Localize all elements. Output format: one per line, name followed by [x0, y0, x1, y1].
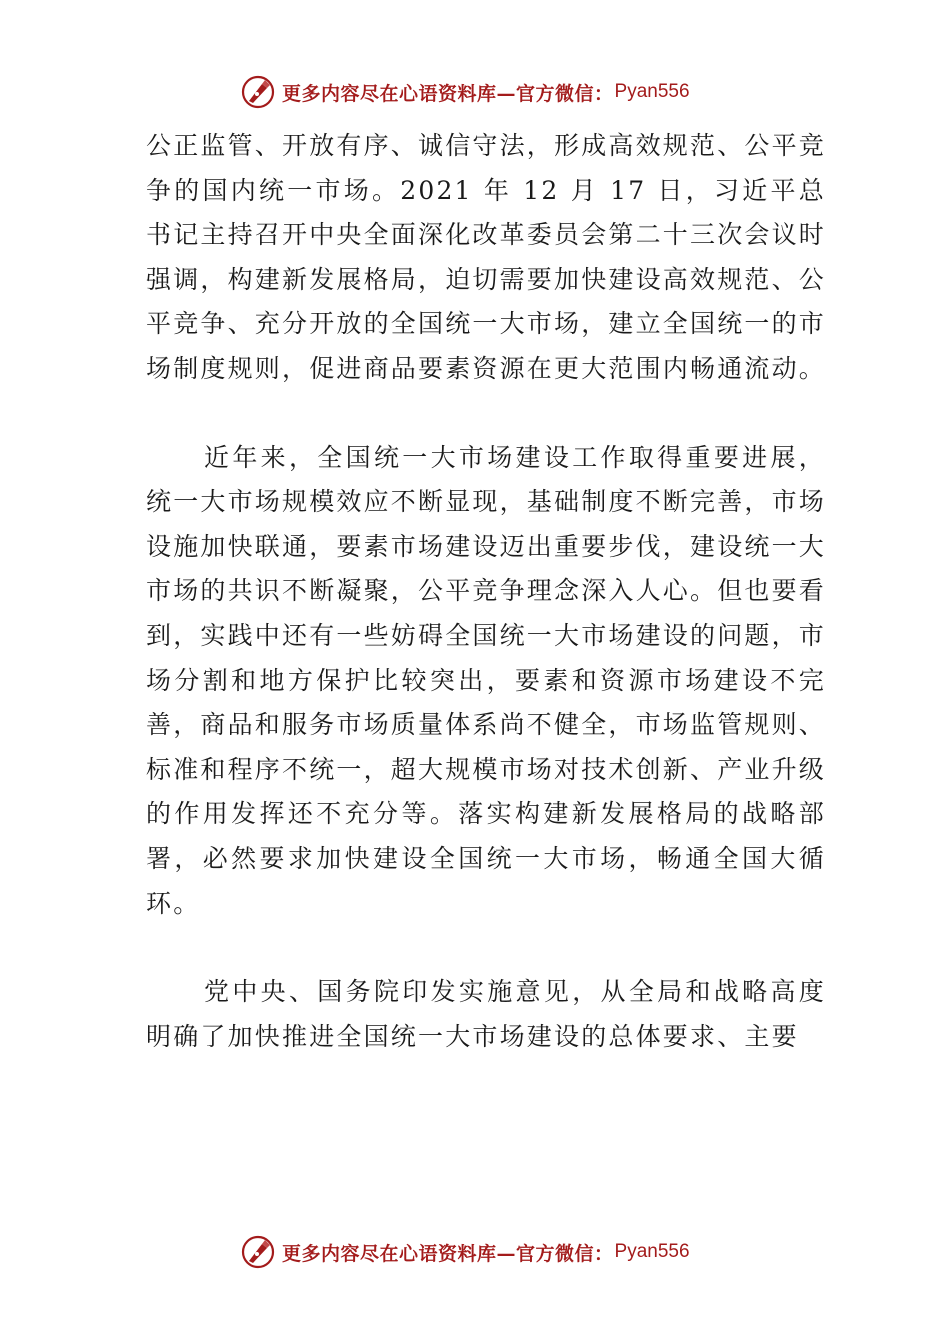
- footer-wechat-handle: Pyan556: [614, 1241, 690, 1262]
- pen-nib-logo-icon: [240, 74, 276, 110]
- paragraph-1: 公正监管、开放有序、诚信守法，形成高效规范、公平竞争的国内统一市场。2021 年 12 月 17 日，习近平总书记主持召开中央全面深化改革委员会第二十三次会议时强调，构建新发展格局，迫切需要加快建设高效规范、公平竞争、充分开放的全国统一大市场，建立全国统一的市场制度规则，促进商品要素资源在更大范围内畅通流动。: [146, 131, 827, 383]
- header-title: 更多内容尽在心语资料库—官方微信：: [282, 82, 614, 105]
- pen-nib-logo-icon: [240, 1234, 276, 1270]
- paragraph-2: 近年来，全国统一大市场建设工作取得重要进展，统一大市场规模效应不断显现，基础制度不断完善，市场设施加快联通，要素市场建设迈出重要步伐，建设统一大市场的共识不断凝聚，公平竞争理念深入人心。但也要看到，实践中还有一些妨碍全国统一大市场建设的问题，市场分割和地方保护比较突出，要素和资源市场建设不完善，商品和服务市场质量体系尚不健全，市场监管规则、标准和程序不统一，超大规模市场对技术创新、产业升级的作用发挥还不充分等。落实构建新发展格局的战略部署，必然要求加快建设全国统一大市场，畅通全国大循环。: [146, 442, 827, 918]
- footer-title: 更多内容尽在心语资料库—官方微信：: [282, 1242, 614, 1265]
- footer-banner: [240, 1232, 760, 1272]
- document-body: [146, 124, 826, 1059]
- header-banner: [240, 72, 760, 112]
- paragraph-3: 党中央、国务院印发实施意见，从全局和战略高度明确了加快推进全国统一大市场建设的总体要求、主要: [146, 977, 826, 1051]
- header-wechat-handle: Pyan556: [614, 81, 690, 102]
